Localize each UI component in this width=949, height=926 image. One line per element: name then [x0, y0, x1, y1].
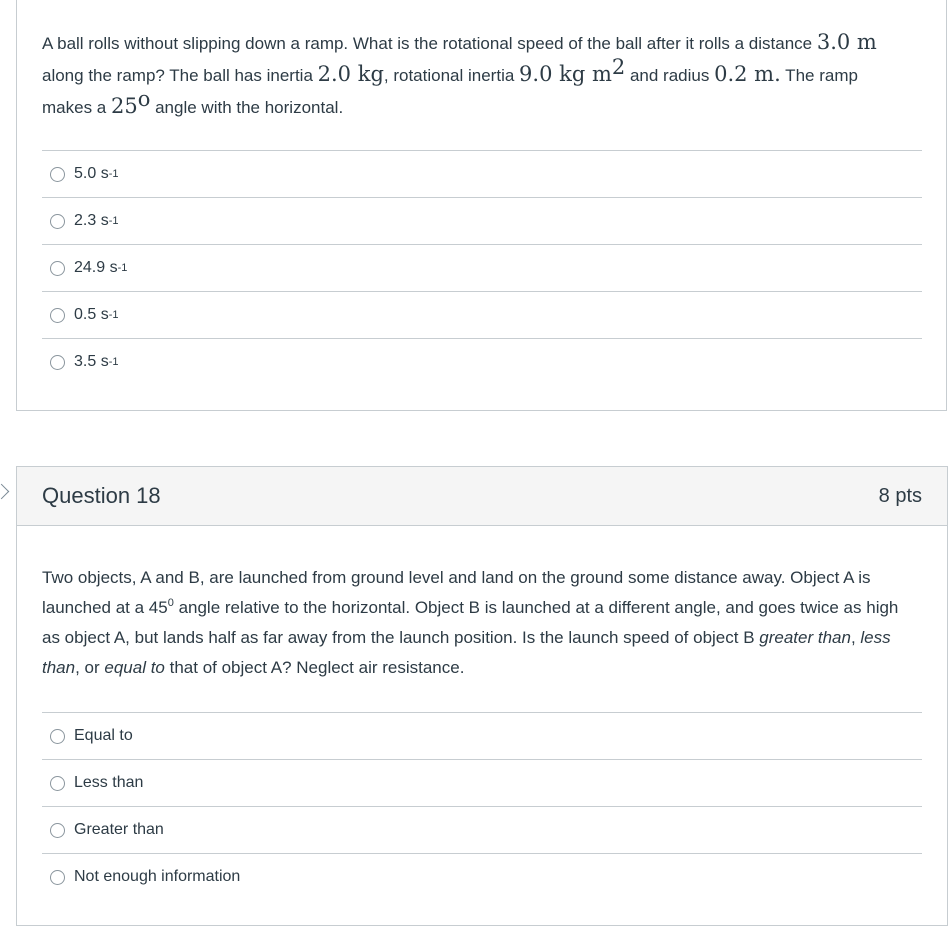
- q17-angle-deg: o: [137, 87, 151, 111]
- q18-degree: 0: [167, 597, 174, 609]
- q18-italic-less: less than: [42, 628, 891, 677]
- q18-text-part: angle relative to the horizontal. Object B is launched at a different angle, and goes twice as high as object A, but lands half as far away from the launch position. Is the launch speed of object B: [42, 598, 899, 647]
- answer-label: 3.5 s: [74, 353, 109, 370]
- answer-label: Greater than: [74, 821, 164, 838]
- q18-text-part: , or: [75, 658, 105, 677]
- q17-text-part: A ball rolls without slipping down a ramp. What is the rotational speed of the ball after it rolls a distance: [42, 34, 817, 53]
- q18-italic-equal: equal to: [104, 658, 165, 677]
- q17-text-part: along the ramp? The ball has inertia: [42, 66, 318, 85]
- question-17-card: [16, 0, 947, 411]
- answer-label: Not enough information: [74, 868, 241, 885]
- radio-button[interactable]: [50, 823, 65, 838]
- q18-text-part: that of object A? Neglect air resistance.: [164, 658, 465, 677]
- answer-option[interactable]: 3.5 s -1: [42, 338, 922, 385]
- question-18-card: [16, 466, 948, 926]
- q17-text-part: and radius: [625, 66, 715, 85]
- answer-option[interactable]: 2.3 s -1: [42, 197, 922, 244]
- radio-button[interactable]: [50, 870, 65, 885]
- radio-button[interactable]: [50, 308, 65, 323]
- q17-text-part: angle with the horizontal.: [150, 98, 344, 117]
- question-18-text: [42, 563, 912, 683]
- q17-mass: 2.0 kg: [317, 62, 384, 86]
- answer-option[interactable]: 0.5 s -1: [42, 291, 922, 338]
- answer-label: 2.3 s: [74, 212, 109, 229]
- radio-button[interactable]: [50, 729, 65, 744]
- answer-option[interactable]: [42, 759, 922, 806]
- answer-label: 5.0 s: [74, 165, 109, 182]
- question-header: [17, 467, 947, 526]
- question-title: Question 18: [42, 483, 161, 508]
- answer-label: 0.5 s: [74, 306, 109, 323]
- q17-text-part: , rotational inertia: [383, 66, 520, 85]
- q18-text-part: Two objects, A and B, are launched from ground level and land on the ground some distance away. Object A is launched at a 45: [42, 568, 871, 617]
- answer-option[interactable]: [42, 806, 922, 853]
- q17-inertia-exp: 2: [611, 55, 626, 79]
- answer-option[interactable]: 24.9 s -1: [42, 244, 922, 291]
- q17-radius: 0.2 m.: [714, 62, 781, 86]
- radio-button[interactable]: [50, 776, 65, 791]
- answer-label: 24.9 s: [74, 259, 118, 276]
- question-18-answers: [42, 712, 922, 900]
- answer-option[interactable]: [42, 853, 922, 900]
- radio-button[interactable]: [50, 214, 65, 229]
- answer-label: Equal to: [74, 727, 133, 744]
- q17-inertia: 9.0 kg m: [519, 62, 612, 86]
- radio-button[interactable]: [50, 355, 65, 370]
- question-17-text: [42, 27, 912, 123]
- answer-option[interactable]: 5.0 s -1: [42, 150, 922, 197]
- q17-distance: 3.0 m: [816, 30, 877, 54]
- q17-angle: 25: [110, 94, 138, 118]
- q18-text-part: ,: [850, 628, 861, 647]
- radio-button[interactable]: [50, 167, 65, 182]
- question-17-answers: [42, 150, 922, 385]
- question-points: 8 pts: [878, 484, 922, 507]
- q17-text-part: The ramp makes a: [42, 66, 858, 117]
- answer-option[interactable]: [42, 712, 922, 759]
- chevron-right-icon: [0, 484, 9, 500]
- answer-label: Less than: [74, 774, 144, 791]
- q18-italic-greater: greater than: [759, 628, 851, 647]
- radio-button[interactable]: [50, 261, 65, 276]
